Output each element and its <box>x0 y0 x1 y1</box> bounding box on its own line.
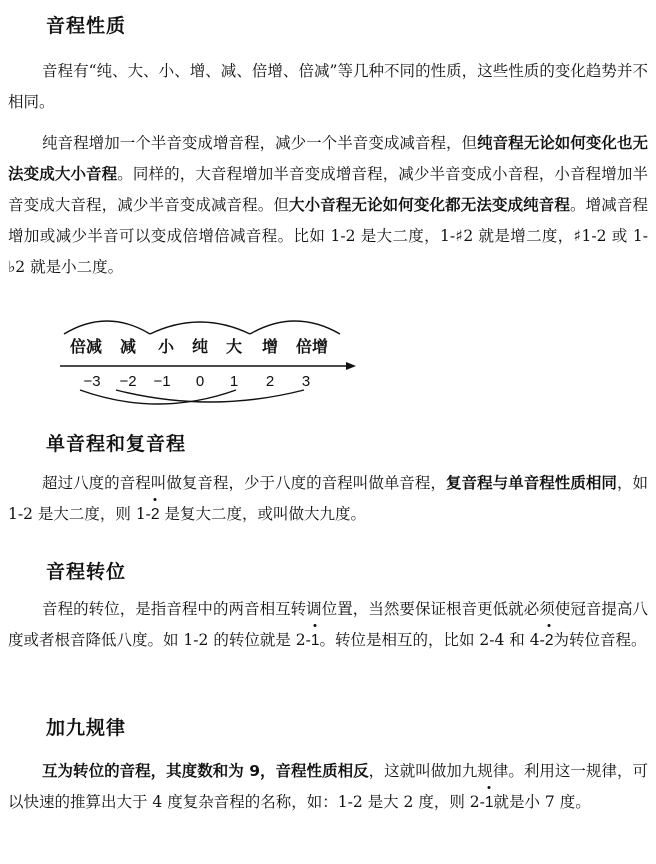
text-run: 超过八度的音程叫做复音程，少于八度的音程叫做单音程， <box>42 474 447 492</box>
interval-quality-label: 倍减 <box>69 337 103 356</box>
paragraph <box>8 468 648 530</box>
paragraph <box>8 56 648 118</box>
text-run: 为转位音程。 <box>553 631 647 649</box>
text-run: 。转位是相互的，比如 2-4 和 4- <box>319 631 545 649</box>
number-line-tick-label: 1 <box>229 373 239 390</box>
number-line-tick-label: 0 <box>195 373 205 390</box>
text-run: 是复大二度，或叫做大九度。 <box>159 505 366 523</box>
interval-quality-label: 倍增 <box>295 337 329 356</box>
paragraph <box>8 128 648 283</box>
interval-quality-label: 大 <box>225 337 243 356</box>
high-octave-digit <box>485 787 494 818</box>
bold-text: 复音程与单音程性质相同 <box>446 474 617 492</box>
number-line-arrowhead <box>346 362 356 370</box>
diagram-top-arcs <box>64 321 340 334</box>
interval-quality-label: 增 <box>261 337 279 356</box>
text-run: 音程有“纯、大、小、增、减、倍增、倍减”等几种不同的性质，这些性质的变化趋势并不相同。 <box>8 62 648 111</box>
paragraph <box>8 756 648 818</box>
high-octave-digit <box>311 625 320 656</box>
octave-dot <box>548 624 551 627</box>
number-line-tick-label: 3 <box>301 373 311 390</box>
number-line-tick-label: −3 <box>83 373 101 390</box>
bold-text: 互为转位的音程，其度数和为 9，音程性质相反 <box>42 762 369 780</box>
interval-quality-label: 小 <box>157 337 175 356</box>
high-octave-digit <box>151 499 160 530</box>
digit-text: 1 <box>310 632 320 649</box>
digit-text: 2 <box>150 506 160 523</box>
section-heading-simple-compound: 单音程和复音程 <box>46 433 187 455</box>
text-run: ，这就叫做加九规律。利用这一规律，可以快速的推算出大于 4 度复杂音程的名称，如：1-2 是大 2 度，则 2- <box>8 762 648 811</box>
text-run: 就是小 7 度。 <box>493 793 591 811</box>
section-heading-add-nine-rule: 加九规律 <box>46 717 127 739</box>
text-run: 。同样的，大音程增加半音变成增音程，减少半音变成小音程，小音程增加半音变成大音程，减少半音变成减音程。但 <box>8 165 648 214</box>
text-run: 。增减音程增加或减少半音可以变成倍增倍减音程。比如 1-2 是大二度，1-♯2 就是增二度，♯1-2 或 1-♭2 就是小二度。 <box>8 196 648 276</box>
interval-quality-diagram <box>50 318 360 418</box>
octave-dot <box>154 498 157 501</box>
section-heading-inversion: 音程转位 <box>46 561 127 583</box>
paragraph <box>8 594 648 656</box>
number-line-tick-label: −2 <box>119 373 137 390</box>
bold-text: 大小音程无论如何变化都无法变成纯音程 <box>289 196 571 214</box>
bold-text: 纯音程无论如何变化也无法变成大小音程 <box>8 134 648 183</box>
interval-quality-label: 纯 <box>191 337 209 356</box>
interval-quality-label: 减 <box>119 337 137 356</box>
number-line-tick-label: 2 <box>265 373 275 390</box>
digit-text: 2 <box>544 632 554 649</box>
text-run: 纯音程增加一个半音变成增音程，减少一个半音变成减音程，但 <box>42 134 478 152</box>
high-octave-digit <box>545 625 554 656</box>
diagram-bottom-arcs <box>80 390 304 404</box>
octave-dot <box>314 624 317 627</box>
number-line-tick-label: −1 <box>153 373 171 390</box>
text-run: ，如 1-2 是大二度，则 1- <box>8 474 648 523</box>
text-run: 音程的转位，是指音程中的两音相互转调位置，当然要保证根音更低就必须使冠音提高八度或者根音降低八度。如 1-2 的转位就是 2- <box>8 600 648 649</box>
digit-text: 1 <box>484 794 494 811</box>
section-heading-interval-quality: 音程性质 <box>46 15 127 37</box>
octave-dot <box>488 786 491 789</box>
